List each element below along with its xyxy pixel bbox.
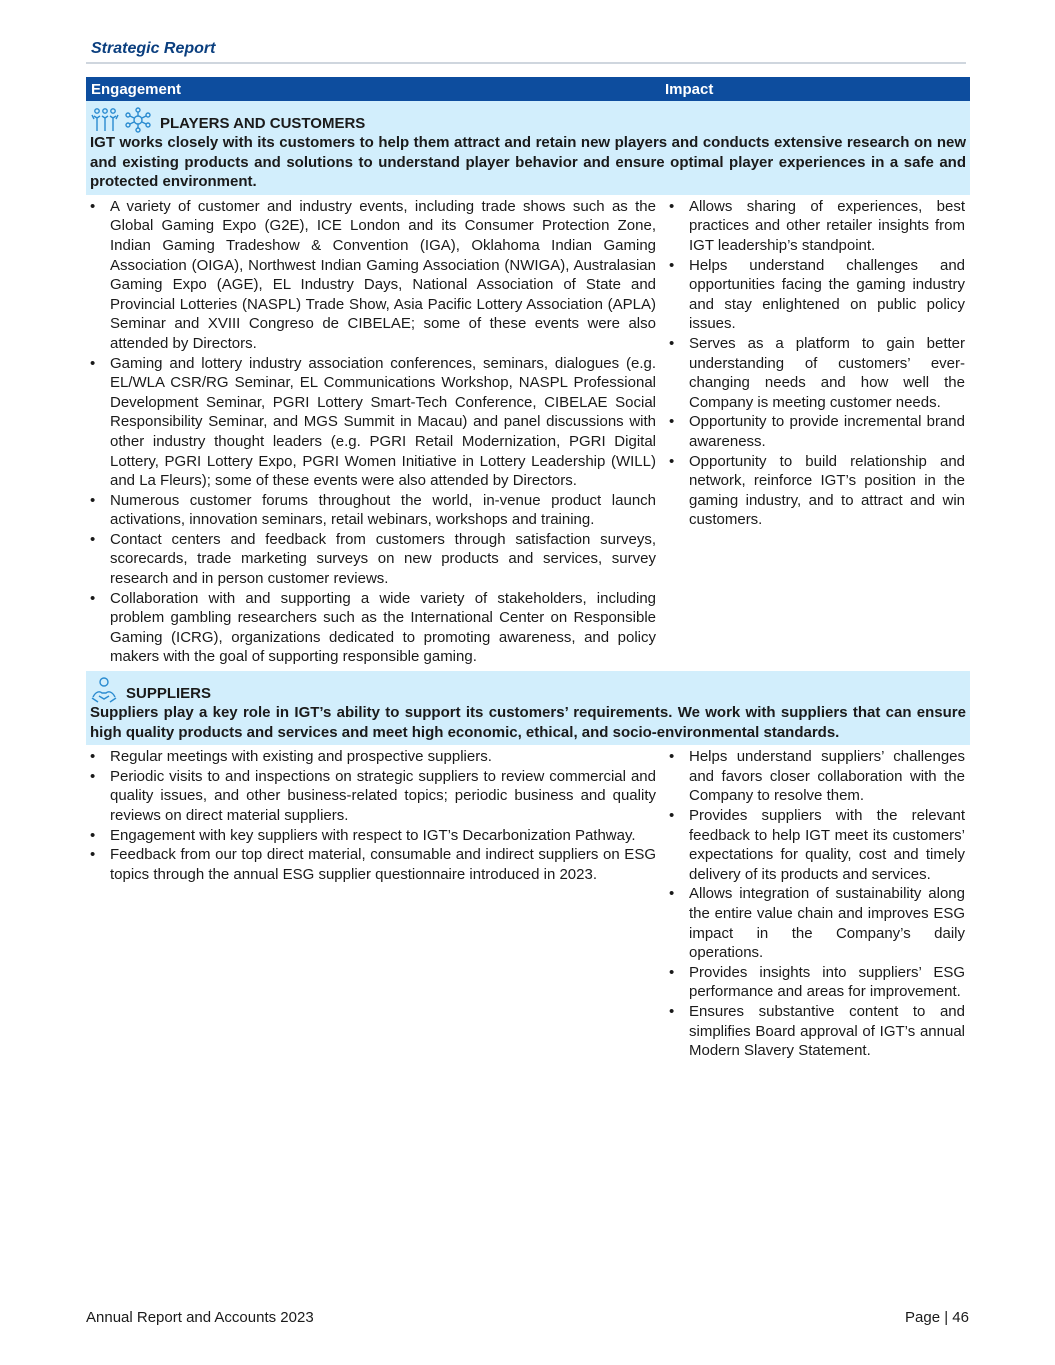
list-item: • Opportunity to build relationship and network, reinforce IGT’s position in the gaming industry, and to attract and win customers. <box>665 452 965 530</box>
supplier-icon <box>90 677 118 703</box>
list-item: • Numerous customer forums throughout the world, in-venue product launch activations, innovation seminars, retail webinars, workshops and training. <box>86 491 656 530</box>
report-title: Strategic Report <box>91 40 216 57</box>
section-rows <box>86 195 970 667</box>
list-item: • Helps understand challenges and opportunities facing the gaming industry and stay enlightened on public policy issues. <box>665 256 965 334</box>
list-item: • Gaming and lottery industry association conferences, seminars, dialogues (e.g. EL/WLA CSR/RG Seminar, EL Communications Workshop, NASPL Professional Development Seminar, PGRI Lottery Smart-Tech Conference, CIBELAE Social Responsibility Seminar, and MGS Summit in Macau) and panel discussions with other industry thought leaders (e.g. PGRI Retail Modernization, PGRI Digital Lottery, PGRI Lottery Expo, PGRI Women Initiative in Lottery Leadership (WILL) and La Fleurs); some of these events were also attended by Directors. <box>86 354 656 491</box>
section-title: PLAYERS AND CUSTOMERS <box>160 115 366 132</box>
engagement-column <box>86 197 656 667</box>
list-item: • Ensures substantive content to and simplifies Board approval of IGT’s annual Modern Slavery Statement. <box>665 1002 965 1061</box>
footer-report-name: Annual Report and Accounts 2023 <box>86 1309 314 1326</box>
list-item: • Serves as a platform to gain better understanding of customers’ ever-changing needs and how well the Company is meeting customer needs. <box>665 334 965 412</box>
list-item: • Allows sharing of experiences, best practices and other retailer insights from IGT leadership’s standpoint. <box>665 197 965 256</box>
impact-column <box>665 747 965 1061</box>
list-item: • Feedback from our top direct material, consumable and indirect suppliers on ESG topics through the annual ESG supplier questionnaire introduced in 2023. <box>86 845 656 884</box>
title-divider <box>86 62 966 64</box>
list-item: • Periodic visits to and inspections on strategic suppliers to review commercial and quality issues, and other business-related topics; periodic business and quality reviews on direct material suppliers. <box>86 767 656 826</box>
footer-page-number: Page | 46 <box>905 1309 969 1326</box>
list-item: • Allows integration of sustainability along the entire value chain and improves ESG impact in the Company’s daily operations. <box>665 884 965 962</box>
list-item: • Regular meetings with existing and prospective suppliers. <box>86 747 656 767</box>
list-item: • Contact centers and feedback from customers through satisfaction surveys, scorecards, trade marketing surveys on new products and services, survey research and in person customer reviews. <box>86 530 656 589</box>
list-item: • Provides insights into suppliers’ ESG performance and areas for improvement. <box>665 963 965 1002</box>
list-item: • Opportunity to provide incremental brand awareness. <box>665 412 965 451</box>
suppliers-section <box>86 671 970 745</box>
engagement-table <box>86 77 970 1061</box>
impact-column <box>665 197 965 667</box>
engagement-column <box>86 747 656 1061</box>
section-intro: Suppliers play a key role in IGT’s ability to support its customers’ requirements. We work with suppliers that can ensure high quality products and services and meet high economic, ethical, and socio-environmental standards. <box>90 704 966 741</box>
table-header <box>86 77 970 101</box>
list-item: • Collaboration with and supporting a wide variety of stakeholders, including problem gambling researchers such as the International Center on Responsible Gaming (ICRG), organizations dedicated to promoting awareness, and policy makers with the goal of supporting responsible gaming. <box>86 589 656 667</box>
list-item: • A variety of customer and industry events, including trade shows such as the Global Gaming Expo (G2E), ICE London and its Consumer Protection Zone, Indian Gaming Tradeshow & Convention (IGA), Oklahoma Indian Gaming Association (OIGA), Northwest Indian Gaming Association (NWIGA), Australasian Gaming Expo (AGE), EL Industry Days, National Association of State and Provincial Lotteries (NASPL) Trade Show, Asia Pacific Lottery Association (APLA) Seminar and XVIII Congreso de CIBELAE; some of these events were also attended by Directors. <box>86 197 656 354</box>
players-customers-section <box>86 101 970 195</box>
list-item: • Provides suppliers with the relevant feedback to help IGT meet its customers’ expectations for quality, cost and timely delivery of its products and services. <box>665 806 965 884</box>
engagement-column-header: Engagement <box>91 80 182 98</box>
network-icon <box>124 107 152 133</box>
section-rows <box>86 745 970 1061</box>
players-icon <box>90 107 120 133</box>
section-title: SUPPLIERS <box>126 685 212 703</box>
section-intro: IGT works closely with its customers to help them attract and retain new players and conducts extensive research on new and existing products and solutions to understand player behavior and ensure optimal player experiences in a safe and protected environment. <box>90 134 966 191</box>
impact-column-header: Impact <box>665 80 714 98</box>
list-item: • Helps understand suppliers’ challenges and favors closer collaboration with the Company to resolve them. <box>665 747 965 806</box>
list-item: • Engagement with key suppliers with respect to IGT’s Decarbonization Pathway. <box>86 826 656 846</box>
